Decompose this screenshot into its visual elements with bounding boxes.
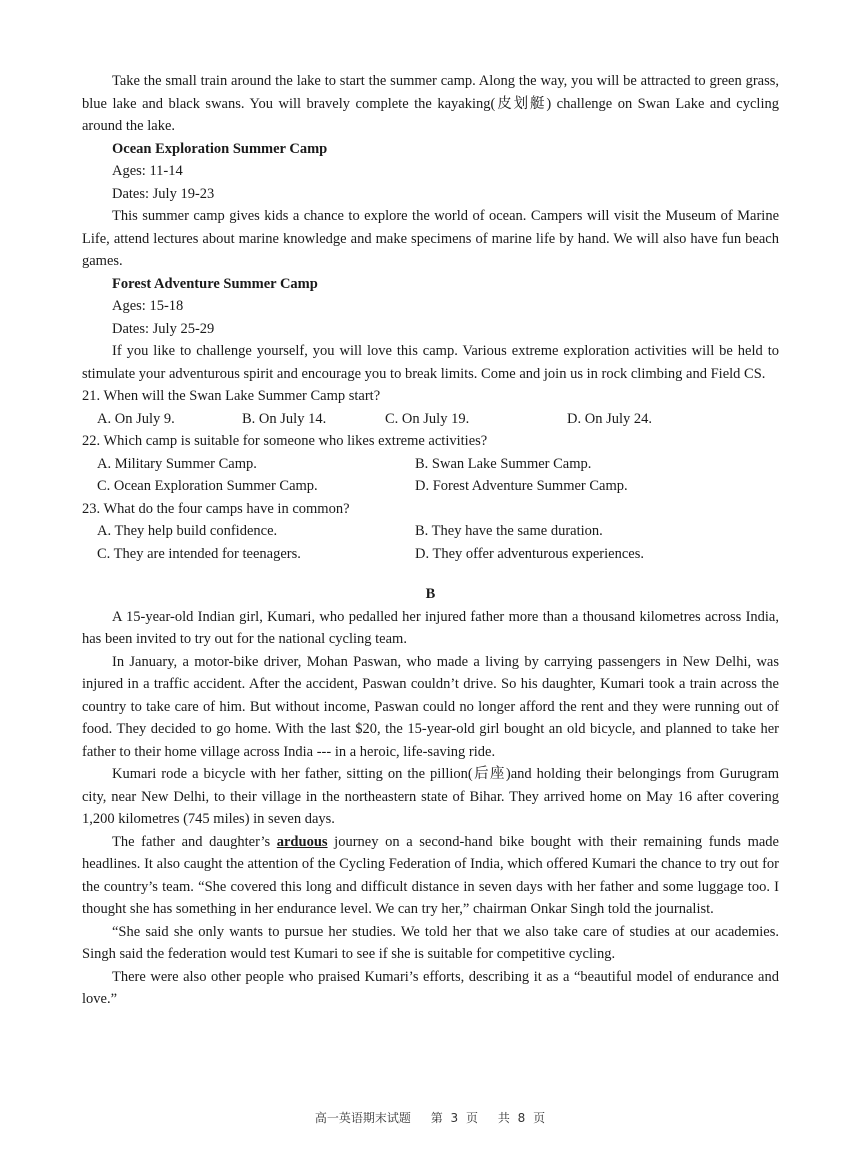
option-d: D. Forest Adventure Summer Camp. xyxy=(415,478,628,494)
question-23 xyxy=(82,498,779,566)
option-a: A. They help build confidence. xyxy=(97,523,278,539)
option-row xyxy=(82,475,779,498)
question-stem: 21. When will the Swan Lake Summer Camp start? xyxy=(82,388,381,404)
page-footer xyxy=(0,1109,860,1126)
option-a: A. Military Summer Camp. xyxy=(97,455,257,472)
exam-page xyxy=(82,70,779,1011)
keyword-arduous: arduous xyxy=(276,833,328,850)
passage-paragraph: In January, a motor-bike driver, Mohan Paswan, who made a living by carrying passengers in New Delhi, was injured in a traffic accident. After the accident, Paswan couldn’t drive. So his daughter, Kumari took a train across the country to take care of him. But without income, Paswan could no longer afford the rent and they were running out of food. They decided to go home. With the last $20, the 15-year-old girl bought an old bicycle, and planned to take her father to their home village across India --- in a heroic, life-saving ride. xyxy=(82,653,779,760)
camp-ages: Ages: 15-18 xyxy=(112,298,184,314)
passage-text: The father and daughter’s xyxy=(112,833,277,850)
camp-ages: Ages: 11-14 xyxy=(112,163,183,179)
option-row xyxy=(82,543,779,566)
camp-title: Ocean Exploration Summer Camp xyxy=(112,140,328,157)
camp-description: If you like to challenge yourself, you will love this camp. Various extreme exploration activities will be held to stimulate your adventurous spirit and encourage you to break limits. Come and join us in rock climbing and Field CS. xyxy=(82,343,779,382)
passage-paragraph: “She said she only wants to pursue her studies. We told her that we also take care of studies at our academies. Singh said the federation would test Kumari to see if she is suitable for competitive cycling. xyxy=(82,923,779,962)
option-a: A. On July 9. xyxy=(97,410,175,427)
section-heading: B xyxy=(425,586,436,602)
option-d: D. On July 24. xyxy=(567,410,652,427)
question-22 xyxy=(82,430,779,498)
passage-text: journey on a second-hand bike bought with their remaining funds made headlines. It also caught the attention of the Cycling Federation of India, which offered Kumari the chance to try out for the country’s team. “She covered this long and difficult distance in seven days with her father and some luggage too. I thought she has something in her endurance level. We can try her,” chairman Onkar Singh told the journalist. xyxy=(82,833,779,917)
camp-title: Forest Adventure Summer Camp xyxy=(112,275,318,292)
question-21 xyxy=(82,385,779,430)
option-row xyxy=(82,408,779,431)
option-row xyxy=(82,520,779,543)
option-row xyxy=(82,453,779,476)
camp-ocean xyxy=(82,138,779,273)
camp-dates: Dates: July 19-23 xyxy=(112,185,215,202)
page-total: 共 8 页 xyxy=(497,1111,546,1125)
intro-paragraph: Take the small train around the lake to start the summer camp. Along the way, you will be attracted to green grass, blue lake and black swans. You will bravely complete the kayaking(皮划艇) challenge on Swan Lake and cycling around the lake. xyxy=(82,73,779,134)
passage-paragraph xyxy=(82,831,779,921)
passage-paragraph: A 15-year-old Indian girl, Kumari, who pedalled her injured father more than a thousand kilometres across India, has been invited to try out for the national cycling team. xyxy=(82,608,779,647)
camp-dates: Dates: July 25-29 xyxy=(112,320,215,337)
exam-title: 高一英语期末试题 xyxy=(314,1111,411,1125)
question-stem: 22. Which camp is suitable for someone who likes extreme activities? xyxy=(82,433,488,449)
camp-forest xyxy=(82,273,779,386)
option-c: C. They are intended for teenagers. xyxy=(97,545,301,562)
option-b: B. On July 14. xyxy=(242,410,327,427)
option-d: D. They offer adventurous experiences. xyxy=(415,545,644,562)
passage-paragraph: Kumari rode a bicycle with her father, sitting on the pillion(后座)and holding their belongings from Gurugram city, near New Delhi, to their village in the northeastern state of Bihar. They arrived home on May 16 after covering 1,200 kilometres (745 miles) in seven days. xyxy=(82,766,779,827)
page-number: 第 3 页 xyxy=(430,1111,478,1125)
option-c: C. Ocean Exploration Summer Camp. xyxy=(97,478,318,494)
option-b: B. Swan Lake Summer Camp. xyxy=(415,455,592,472)
question-stem: 23. What do the four camps have in common? xyxy=(82,500,350,517)
camp-description: This summer camp gives kids a chance to explore the world of ocean. Campers will visit the Museum of Marine Life, attend lectures about marine knowledge and make specimens of marine life by hand. We will also have fun beach games. xyxy=(82,208,779,269)
passage-paragraph: There were also other people who praised Kumari’s efforts, describing it as a “beautiful model of endurance and love.” xyxy=(82,968,779,1007)
option-b: B. They have the same duration. xyxy=(415,523,603,539)
option-c: C. On July 19. xyxy=(385,410,470,427)
